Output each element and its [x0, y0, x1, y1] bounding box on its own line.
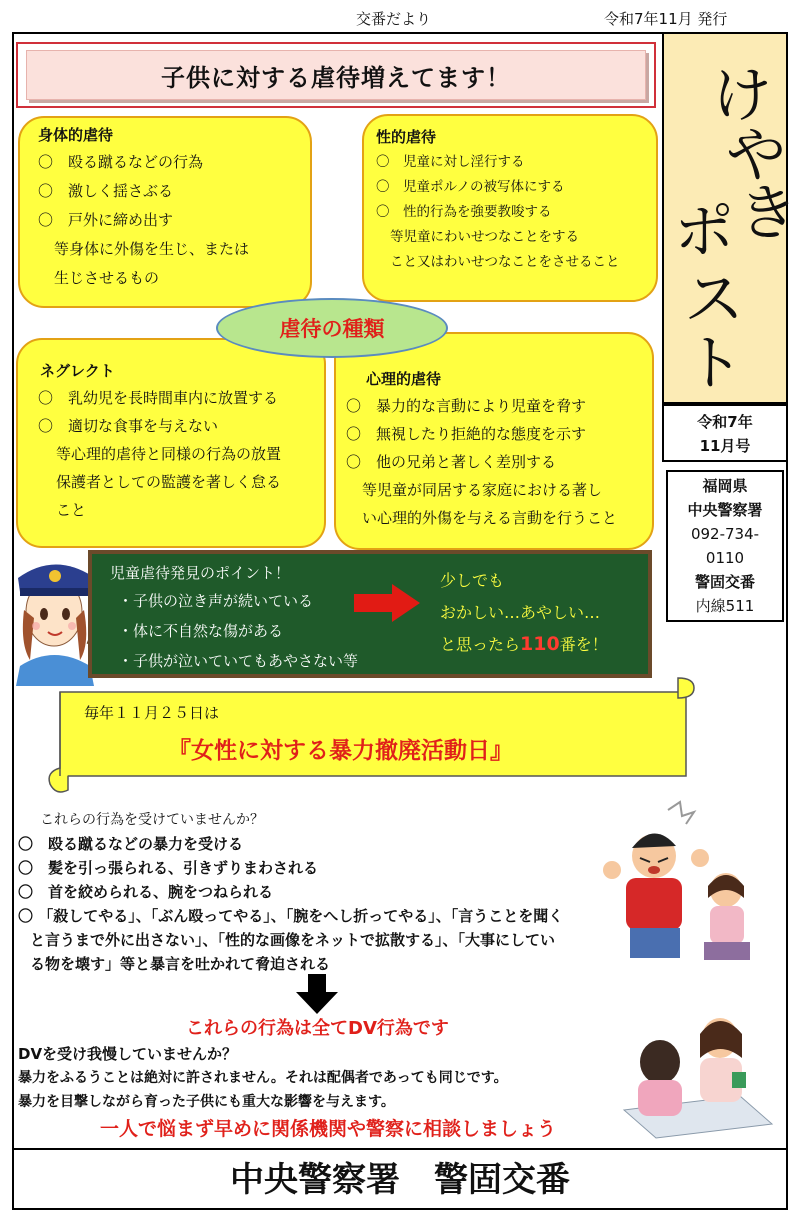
physical-abuse-line: 〇 戸外に締め出す [38, 211, 174, 229]
physical-abuse-heading: 身体的虐待 [38, 126, 114, 144]
right-arrow-icon [354, 584, 420, 622]
psychological-abuse-line: 〇 暴力的な言動により児童を脅す [346, 397, 587, 415]
dv-statement: 暴力をふるうことは絶対に許されません。それは配偶者であっても同じです。 [18, 1070, 508, 1086]
abuse-types-label: 虐待の種類 [216, 298, 448, 358]
neglect-line: 〇 乳幼児を長時間車内に放置する [38, 389, 279, 407]
issue-date: 令和7年11月 発行 [604, 10, 728, 28]
sexual-abuse-line: こと又はわいせつなことをさせること [390, 254, 620, 270]
physical-abuse-line: 等身体に外傷を生じ、または [54, 240, 250, 258]
issue-year: 令和7年 [697, 413, 753, 431]
dv-item: る物を壊す」等と暴言を吐かれて脅迫される [30, 955, 331, 973]
masthead-char: ト [684, 329, 744, 399]
dv-item: 〇 首を絞められる、腕をつねられる [18, 883, 274, 901]
page-title: 子供に対する虐待増えてます！ [26, 50, 646, 100]
blackboard-point: ・子供が泣いていてもあやさない等 [118, 652, 359, 670]
physical-abuse-line: 生じさせるもの [54, 269, 160, 287]
masthead-char: ポ [674, 197, 734, 267]
masthead [662, 32, 798, 404]
blackboard-right-line: 少しでも [440, 571, 505, 590]
down-arrow-icon [296, 974, 338, 1014]
blackboard-heading: 児童虐待発見のポイント！ [110, 564, 291, 582]
dv-call-to-action: 一人で悩まず早めに関係機関や警察に相談しましょう [100, 1118, 557, 1140]
contact-box [666, 470, 784, 622]
campaign-date: 毎年１１月２５日は [84, 704, 220, 722]
psychological-abuse-heading: 心理的虐待 [366, 370, 442, 388]
physical-abuse-bubble [18, 116, 312, 308]
neglect-line: 保護者としての監護を著しく怠る [56, 473, 282, 491]
dv-statement: 暴力を目撃しながら育った子供にも重大な影響を与えます。 [18, 1094, 395, 1110]
neglect-bubble [16, 338, 326, 548]
neglect-line: こと [56, 501, 87, 519]
psychological-abuse-line: い心理的外傷を与える言動を行うこと [362, 509, 618, 527]
footer-divider [12, 1148, 788, 1150]
blackboard-right-line: と思ったら110番を！ [440, 633, 608, 655]
footer-station: 中央警察署 警固交番 [230, 1160, 570, 1200]
org-koban: 警固交番 [694, 573, 755, 591]
campaign-title: 『女性に対する暴力撤廃活動日』 [168, 738, 513, 764]
org-phone-2: 0110 [705, 549, 745, 567]
dv-question: これらの行為を受けていませんか？ [40, 812, 264, 828]
org-station: 中央警察署 [687, 501, 763, 519]
neglect-heading: ネグレクト [40, 362, 115, 380]
issue-number-box [662, 404, 788, 462]
sexual-abuse-bubble [362, 114, 658, 302]
psychological-abuse-line: 等児童が同居する家庭における著し [362, 481, 603, 499]
emergency-number: 110 [520, 633, 560, 655]
sexual-abuse-line: 等児童にわいせつなことをする [390, 229, 579, 245]
sexual-abuse-line: 〇 児童に対し淫行する [376, 154, 525, 170]
psychological-abuse-bubble [334, 332, 654, 550]
neglect-line: 〇 適切な食事を与えない [38, 417, 219, 435]
blackboard-right-line: おかしい…あやしい… [440, 603, 601, 622]
org-prefecture: 福岡県 [702, 477, 748, 495]
dv-conclusion: これらの行為は全てDV行為です [186, 1018, 449, 1039]
neglect-line: 等心理的虐待と同様の行為の放置 [56, 445, 282, 463]
sexual-abuse-line: 〇 児童ポルノの被写体にする [376, 179, 565, 195]
psychological-abuse-line: 〇 他の兄弟と著しく差別する [346, 453, 557, 471]
blackboard-point: ・体に不自然な傷がある [118, 622, 284, 640]
dv-item: 〇 「殺してやる」、「ぶん殴ってやる」、「腕をへし折ってやる」、「言うことを聞く [18, 907, 564, 925]
physical-abuse-line: 〇 殴る蹴るなどの行為 [38, 153, 204, 171]
psychological-abuse-line: 〇 無視したり拒絶的な態度を示す [346, 425, 587, 443]
org-extension: 内線511 [695, 597, 755, 615]
org-phone-1: 092-734- [690, 525, 760, 543]
dv-item: 〇 髪を引っ張られる、引きずりまわされる [18, 859, 319, 877]
masthead-char: や [726, 121, 786, 191]
newsletter-name: 交番だより [356, 10, 432, 28]
masthead-char: ス [684, 265, 744, 335]
blackboard-point: ・子供の泣き声が続いている [118, 592, 314, 610]
physical-abuse-line: 〇 激しく揺さぶる [38, 182, 174, 200]
dv-item: 〇 殴る蹴るなどの暴力を受ける [18, 835, 244, 853]
police-officer-illustration [10, 548, 100, 686]
consultation-illustration [620, 1000, 776, 1140]
title-box [16, 42, 656, 108]
masthead-char: け [712, 61, 772, 131]
dv-question-2: DVを受け我慢していませんか？ [18, 1045, 238, 1063]
issue-month: 11月号 [699, 437, 751, 455]
dv-item: と言うまで外に出さない」、「性的な画像をネットで拡散する」、「大事にしてい [30, 931, 556, 949]
blackboard [88, 550, 652, 678]
masthead-char: き [738, 179, 798, 249]
sexual-abuse-line: 〇 性的行為を強要教唆する [376, 204, 552, 220]
angry-couple-illustration [596, 798, 772, 974]
sexual-abuse-heading: 性的虐待 [376, 128, 437, 146]
